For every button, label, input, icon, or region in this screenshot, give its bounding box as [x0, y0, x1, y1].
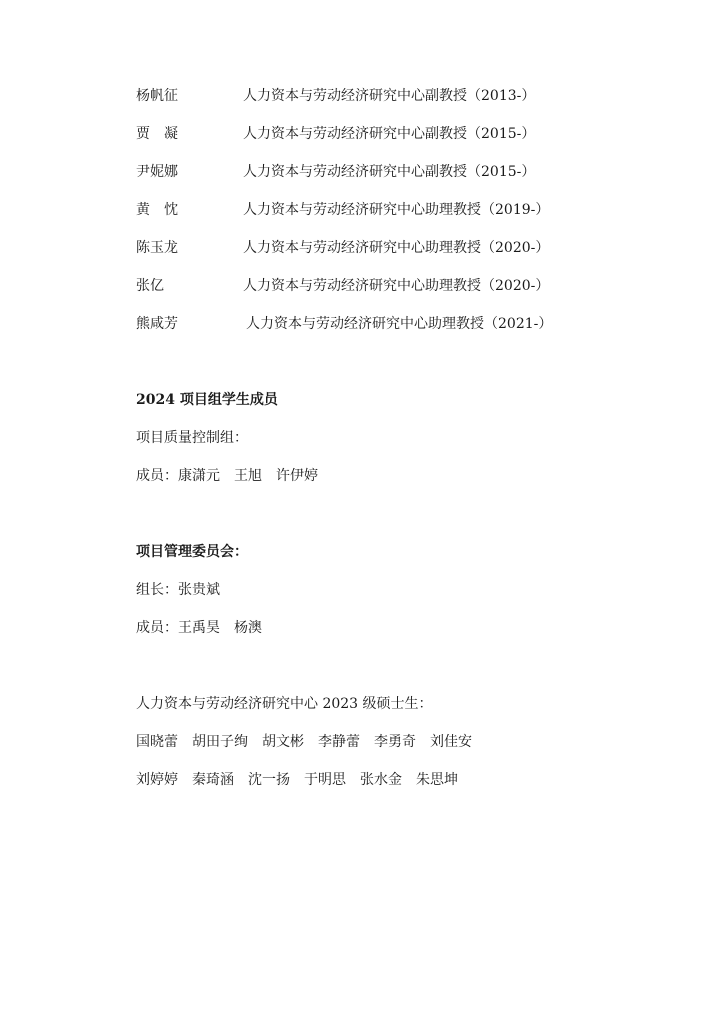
masters-row: 刘婷婷 秦琦涵 沈一扬 于明思 张水金 朱思坤: [136, 772, 458, 788]
faculty-name: 杨帆征: [136, 88, 178, 104]
faculty-role: 人力资本与劳动经济研究中心副教授（2015-）: [243, 126, 536, 142]
faculty-name: 熊咸芳: [136, 316, 178, 332]
faculty-role: 人力资本与劳动经济研究中心助理教授（2020-）: [243, 278, 550, 294]
faculty-role: 人力资本与劳动经济研究中心副教授（2013-）: [243, 88, 536, 104]
faculty-name: 贾 凝: [136, 126, 178, 142]
faculty-name: 张亿: [136, 278, 164, 294]
masters-title: 人力资本与劳动经济研究中心 2023 级硕士生：: [136, 696, 433, 712]
faculty-role: 人力资本与劳动经济研究中心副教授（2015-）: [243, 164, 536, 180]
masters-row: 国晓蕾 胡田子绚 胡文彬 李静蕾 李勇奇 刘佳安: [136, 734, 472, 750]
faculty-name: 黄 忱: [136, 202, 178, 218]
qc-members: 成员：康潇元 王旭 许伊婷: [136, 468, 318, 484]
committee-title: 项目管理委员会：: [136, 544, 248, 560]
faculty-role: 人力资本与劳动经济研究中心助理教授（2021-）: [246, 316, 553, 332]
qc-group-label: 项目质量控制组：: [136, 430, 248, 446]
students-section-title: 2024 项目组学生成员: [136, 392, 278, 408]
faculty-role: 人力资本与劳动经济研究中心助理教授（2020-）: [243, 240, 550, 256]
faculty-name: 陈玉龙: [136, 240, 178, 256]
faculty-role: 人力资本与劳动经济研究中心助理教授（2019-）: [243, 202, 550, 218]
faculty-name: 尹妮娜: [136, 164, 178, 180]
committee-leader: 组长：张贵斌: [136, 582, 220, 598]
committee-members: 成员：王禹昊 杨澳: [136, 620, 262, 636]
